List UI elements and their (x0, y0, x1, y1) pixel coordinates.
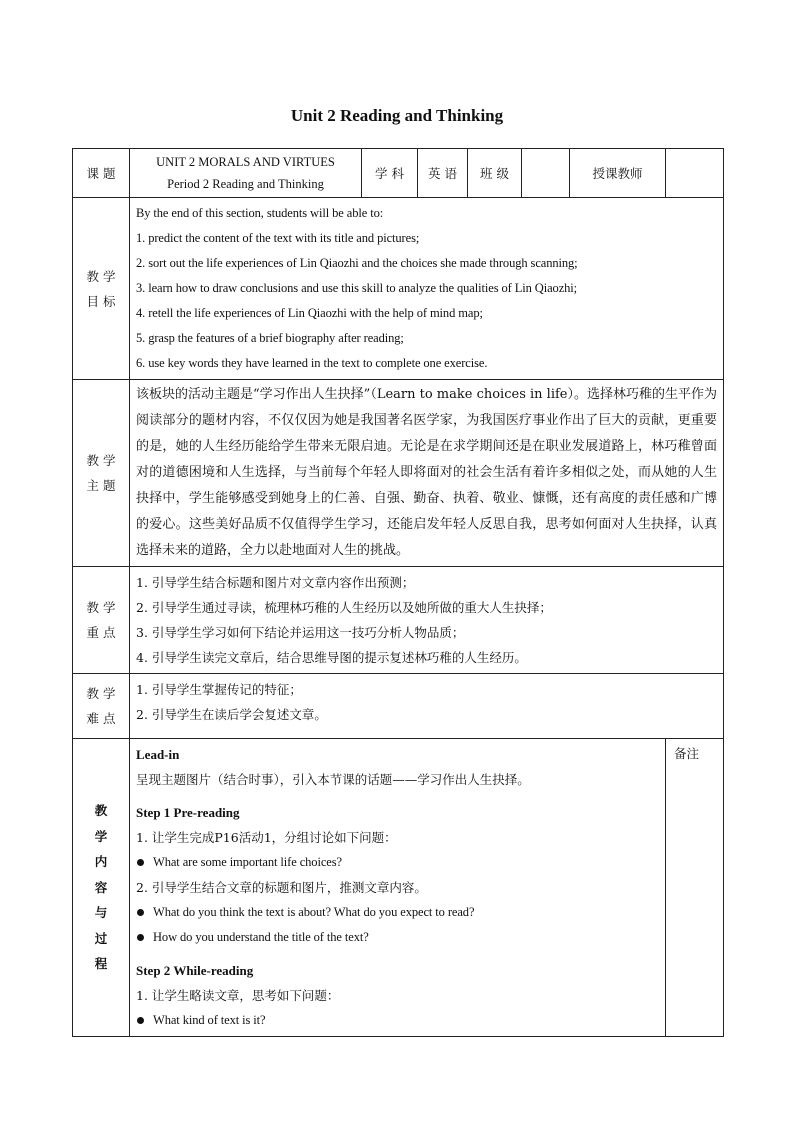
step1-bullet: How do you understand the title of the text? (136, 925, 659, 950)
subject-value: 英 语 (418, 149, 468, 198)
key-points-row (73, 567, 724, 674)
theme-content: 该板块的活动主题是“学习作出人生抉择”（Learn to make choices in life）。选择林巧稚的生平作为阅读部分的题材内容，不仅仅因为她是我国著名医学家，为我国医疗事业作出了巨大的贡献，更重要的是，她的人生经历能给学生带来无限启迪。无论是在求学期间还是在职业发展道路上，林巧稚曾面对的道德困境和人生选择，与当前每个年轻人即将面对的社会生活有着许多相似之处，而从她的人生抉择中，学生能够感受到她身上的仁善、自强、勤奋、执着、敬业、慷慨，还有高度的责任感和广博的爱心。这些美好品质不仅值得学生学习，还能启发年轻人反思自我，思考如何面对人生抉择，认真选择未来的道路，全力以赴地面对人生的挑战。 (130, 380, 724, 567)
objectives-label: 教 学 目 标 (73, 198, 130, 380)
key-points-content (130, 567, 724, 674)
teacher-value (666, 149, 724, 198)
difficulty-item: 2. 引导学生在读后学会复述文章。 (136, 707, 327, 722)
topic-period: Period 2 Reading and Thinking (167, 177, 324, 191)
theme-label: 教 学 主 题 (73, 380, 130, 567)
process-row (73, 739, 724, 1037)
key-point-item: 3. 引导学生学习如何下结论并运用这一技巧分析人物品质； (136, 625, 465, 640)
objective-item: 4. retell the life experiences of Lin Qiaozhi with the help of mind map; (136, 306, 483, 320)
class-value (522, 149, 570, 198)
topic-label: 课 题 (73, 149, 130, 198)
document-title: Unit 2 Reading and Thinking (290, 106, 504, 125)
theme-row (73, 380, 724, 567)
key-points-label: 教 学 重 点 (73, 567, 130, 674)
difficulties-content (130, 674, 724, 739)
subject-label: 学 科 (362, 149, 418, 198)
objective-item: 2. sort out the life experiences of Lin Qiaozhi and the choices she made through scanning; (136, 256, 578, 270)
step2-item: 1. 让学生略读文章，思考如下问题： (136, 988, 340, 1003)
step1-item: 1. 让学生完成P16活动1，分组讨论如下问题： (136, 830, 397, 845)
lesson-plan-table (72, 148, 724, 1037)
step1-heading: Step 1 Pre-reading (136, 805, 240, 820)
step2-bullet: What kind of text is it? (136, 1008, 659, 1033)
difficulties-row (73, 674, 724, 739)
objectives-content (130, 198, 724, 380)
teacher-label: 授课教师 (570, 149, 666, 198)
difficulty-item: 1. 引导学生掌握传记的特征； (136, 682, 302, 697)
difficulties-label: 教 学 难 点 (73, 674, 130, 739)
header-row (73, 149, 724, 198)
step2-heading: Step 2 While-reading (136, 963, 254, 978)
objective-item: 5. grasp the features of a brief biography after reading; (136, 331, 404, 345)
key-point-item: 4. 引导学生读完文章后，结合思维导图的提示复述林巧稚的人生经历。 (136, 650, 527, 665)
topic-value (130, 149, 362, 198)
notes-column (666, 739, 724, 1037)
notes-label: 备注 (674, 746, 700, 761)
leadin-text: 呈现主题图片（结合时事），引入本节课的话题——学习作出人生抉择。 (136, 772, 530, 787)
process-label: 教 学 内 容 与 过 程 (73, 739, 130, 1037)
objective-item: 3. learn how to draw conclusions and use this skill to analyze the qualities of Lin Qiaozhi; (136, 281, 578, 295)
objectives-intro: By the end of this section, students will be able to: (136, 206, 384, 220)
key-point-item: 2. 引导学生通过寻读，梳理林巧稚的人生经历以及她所做的重大人生抉择； (136, 600, 552, 615)
key-point-item: 1. 引导学生结合标题和图片对文章内容作出预测； (136, 575, 415, 590)
step1-bullet: What do you think the text is about? What do you expect to read? (136, 900, 659, 925)
class-label: 班 级 (468, 149, 522, 198)
process-content (130, 739, 666, 1037)
objective-item: 1. predict the content of the text with its title and pictures; (136, 231, 420, 245)
topic-unit: UNIT 2 MORALS AND VIRTUES (156, 155, 335, 169)
step1-bullet: What are some important life choices? (136, 850, 659, 875)
objectives-row (73, 198, 724, 380)
step1-item: 2. 引导学生结合文章的标题和图片，推测文章内容。 (136, 880, 427, 895)
leadin-heading: Lead-in (136, 747, 180, 762)
objective-item: 6. use key words they have learned in the text to complete one exercise. (136, 356, 488, 370)
